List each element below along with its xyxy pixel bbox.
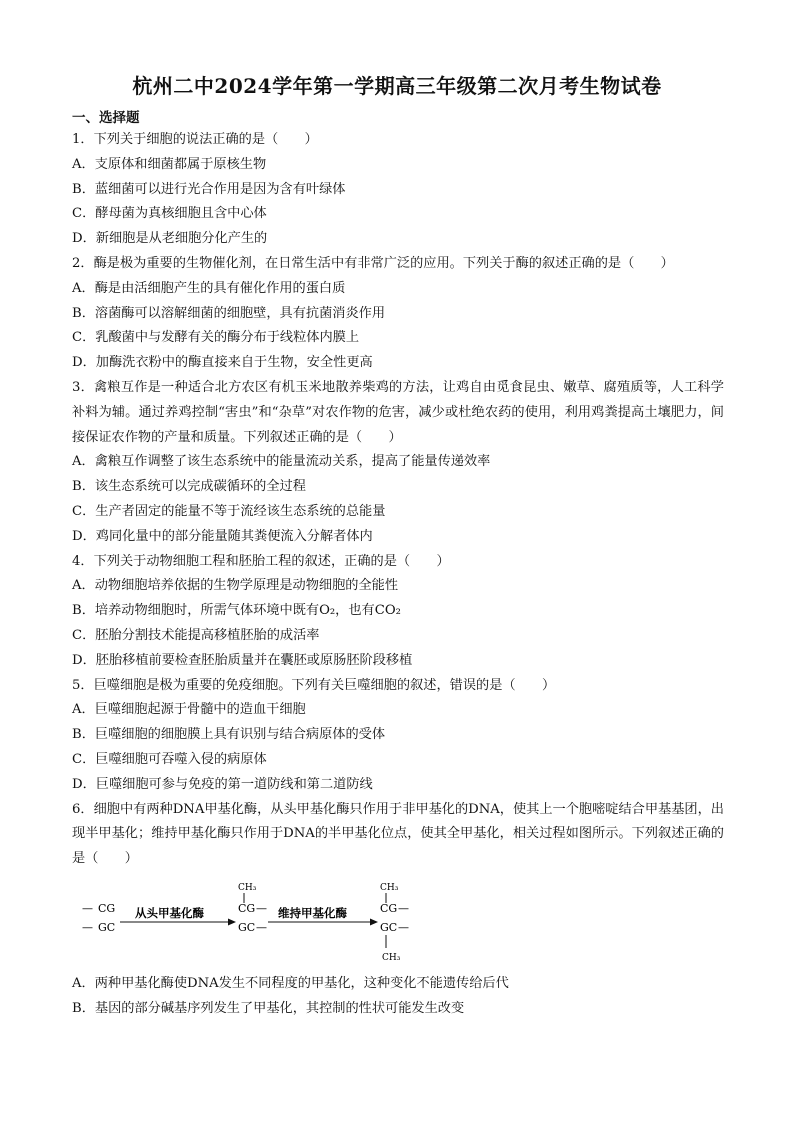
arrow-head — [228, 918, 236, 925]
question-option: D．巨噬细胞可参与免疫的第一道防线和第二道防线 — [72, 776, 373, 792]
base-pair-cg: CG — [380, 901, 398, 915]
question-option: C．生产者固定的能量不等于流经该生态系统的总能量 — [72, 503, 386, 519]
methylation-diagram-svg — [80, 878, 420, 968]
dash-right: — — [398, 901, 409, 915]
question-option: B．蓝细菌可以进行光合作用是因为含有叶绿体 — [72, 181, 346, 197]
question-stem: 4．下列关于动物细胞工程和胚胎工程的叙述，正确的是（ ） — [72, 553, 450, 569]
arrow-head — [370, 918, 378, 925]
base-pair-cg: CG — [238, 901, 256, 915]
question-option: C．巨噬细胞可吞噬入侵的病原体 — [72, 751, 267, 767]
dash-right: — — [398, 920, 409, 934]
question-option: A．酶是由活细胞产生的具有催化作用的蛋白质 — [72, 280, 346, 296]
question-option: B．溶菌酶可以溶解细菌的细胞壁，具有抗菌消炎作用 — [72, 305, 386, 321]
base-pair-cg: CG — [98, 901, 116, 915]
question-option: C．酵母菌为真核细胞且含中心体 — [72, 206, 267, 222]
section-heading: 一、选择题 — [72, 110, 140, 126]
base-pair-gc: GC — [380, 920, 398, 934]
question-stem: 1．下列关于细胞的说法正确的是（ ） — [72, 132, 318, 147]
question-option: B．培养动物细胞时，所需气体环境中既有O₂，也有CO₂ — [72, 603, 401, 619]
dash-right: — — [256, 901, 267, 915]
question-option: D．胚胎移植前要检查胚胎质量并在囊胚或原肠胚阶段移植 — [72, 652, 413, 668]
base-pair-gc: GC — [98, 920, 116, 934]
question-stem: 6．细胞中有两种DNA甲基化酶，从头甲基化酶只作用于非甲基化的DNA，使其上一个胞嘧啶结合甲基基团，出现半甲基化；维持甲基化酶只作用于DNA的半甲基化位点，使其全甲基化，相关过程如图所示。下列叙述正确的是（ ） — [72, 801, 724, 867]
question-option: C．乳酸菌中与发酵有关的酶分布于线粒体内膜上 — [72, 330, 360, 346]
base-pair-gc: GC — [238, 920, 256, 934]
question-option: B．该生态系统可以完成碳循环的全过程 — [72, 479, 306, 495]
question-option: A．支原体和细菌都属于原核生物 — [72, 156, 267, 172]
dash-left: — — [82, 920, 93, 934]
methyl-group: CH₃ — [238, 882, 257, 893]
question-option: A．巨噬细胞起源于骨髓中的造血干细胞 — [72, 702, 306, 718]
question-option: D．鸡同化量中的部分能量随其粪便流入分解者体内 — [72, 528, 373, 544]
question-option: A．两种甲基化酶使DNA发生不同程度的甲基化，这种变化不能遗传给后代 — [72, 975, 509, 991]
question-option: D．新细胞是从老细胞分化产生的 — [72, 231, 268, 247]
methyl-group: CH₃ — [382, 952, 401, 963]
question-option: A．禽粮互作调整了该生态系统中的能量流动关系，提高了能量传递效率 — [72, 454, 491, 470]
methylation-diagram — [80, 878, 724, 968]
dash-right: — — [256, 920, 267, 934]
enzyme-label: 维持甲基化酶 — [278, 905, 347, 920]
question-option: B．巨噬细胞的细胞膜上具有识别与结合病原体的受体 — [72, 727, 386, 743]
dash-left: — — [82, 901, 93, 915]
methyl-group: CH₃ — [380, 882, 399, 893]
enzyme-label: 从头甲基化酶 — [135, 905, 204, 920]
question-list — [72, 128, 724, 1022]
question-stem: 3．禽粮互作是一种适合北方农区有机玉米地散养柴鸡的方法，让鸡自由觅食昆虫、嫩草、腐殖质等，人工科学补料为辅。通过养鸡控制“害虫”和“杂草”对农作物的危害，减少或杜绝农药的使用，利用鸡粪提高土壤肥力，间接保证农作物的产量和质量。下列叙述正确的是（ ） — [72, 379, 724, 445]
question-option: B．基因的部分碱基序列发生了甲基化，其控制的性状可能发生改变 — [72, 1000, 465, 1016]
question-stem: 2．酶是极为重要的生物催化剂，在日常生活中有非常广泛的应用。下列关于酶的叙述正确的是（ ） — [72, 255, 674, 271]
question-option: D．加酶洗衣粉中的酶直接来自于生物，安全性更高 — [72, 355, 373, 371]
question-option: A．动物细胞培养依据的生物学原理是动物细胞的全能性 — [72, 578, 399, 594]
question-stem: 5．巨噬细胞是极为重要的免疫细胞。下列有关巨噬细胞的叙述，错误的是（ ） — [72, 677, 556, 693]
page-title: 杭州二中2024学年第一学期高三年级第二次月考生物试卷 — [132, 74, 662, 98]
question-option: C．胚胎分割技术能提高移植胚胎的成活率 — [72, 627, 320, 643]
